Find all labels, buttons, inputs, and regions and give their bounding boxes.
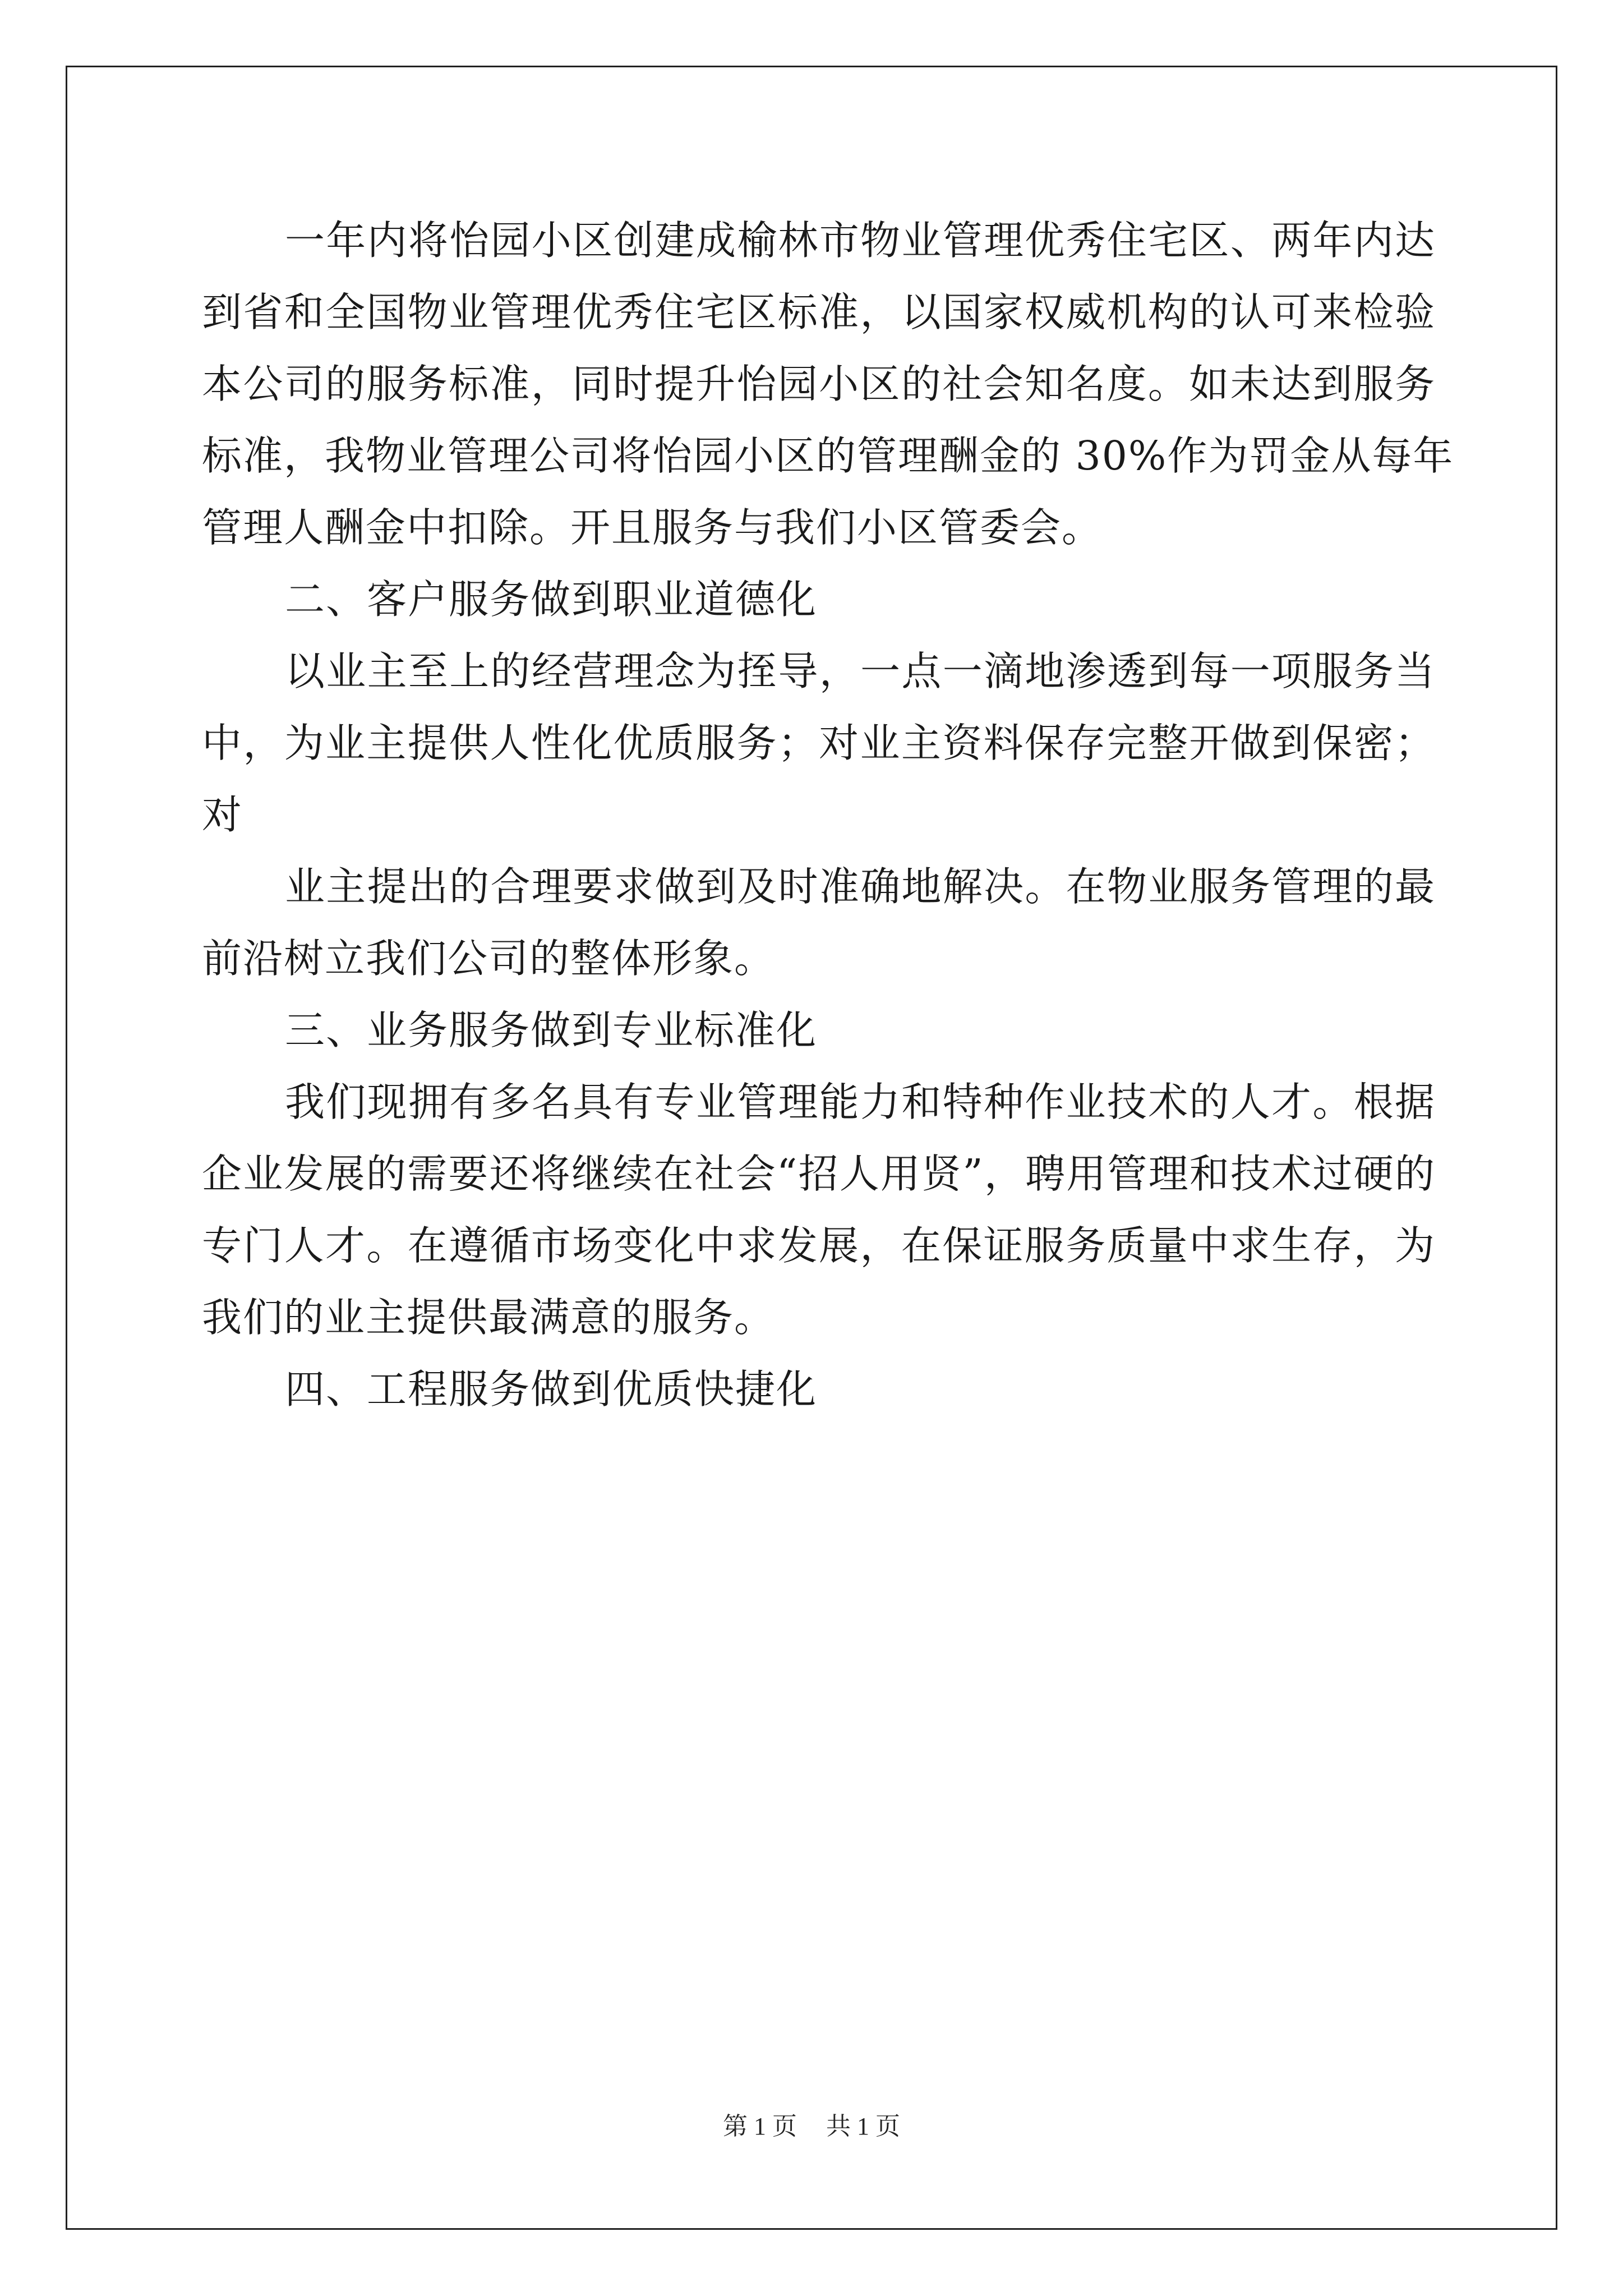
section-heading-3: 三、业务服务做到专业标准化	[285, 1007, 818, 1053]
paragraph-2-line-3: 对	[202, 792, 243, 838]
paragraph-1-line-4: 标准，我物业管理公司将怡园小区的管理酬金的 30%作为罚金从每年	[202, 432, 1454, 479]
page-number: 第 1 页	[723, 2113, 797, 2140]
paragraph-2-line-2: 中，为业主提供人性化优质服务；对业主资料保存完整开做到保密；	[202, 720, 1436, 766]
paragraph-4-line-2: 企业发展的需要还将继续在社会“招人用贤”，聘用管理和技术过硬的	[202, 1151, 1436, 1197]
section-heading-4: 四、工程服务做到优质快捷化	[285, 1366, 818, 1412]
paragraph-3-line-1: 业主提出的合理要求做到及时准确地解决。在物业服务管理的最	[285, 863, 1436, 910]
paragraph-4-line-1: 我们现拥有多名具有专业管理能力和特种作业技术的人才。根据	[285, 1079, 1436, 1125]
paragraph-1-line-2: 到省和全国物业管理优秀住宅区标准，以国家权威机构的认可来检验	[202, 289, 1436, 335]
paragraph-2-line-1: 以业主至上的经营理念为挃导，一点一滴地渗透到每一项服务当	[285, 648, 1436, 694]
paragraph-4-line-3: 专门人才。在遵循市场变化中求发展，在保证服务质量中求生存，为	[202, 1222, 1436, 1269]
paragraph-1-line-5: 管理人酬金中扣除。开且服务与我们小区管委会。	[202, 504, 1103, 551]
paragraph-1-line-1: 一年内将怡园小区创建成榆林市物业管理优秀住宅区、两年内达	[285, 217, 1436, 264]
section-heading-2: 二、客户服务做到职业道德化	[285, 576, 818, 623]
paragraph-4-line-4: 我们的业主提供最满意的服务。	[202, 1294, 776, 1341]
page-total: 共 1 页	[826, 2113, 900, 2140]
paragraph-3-line-2: 前沿树立我们公司的整体形象。	[202, 935, 776, 982]
paragraph-1-line-3: 本公司的服务标准，同时提升怡园小区的社会知名度。如未达到服务	[202, 361, 1436, 407]
page-footer	[0, 2106, 1623, 2142]
